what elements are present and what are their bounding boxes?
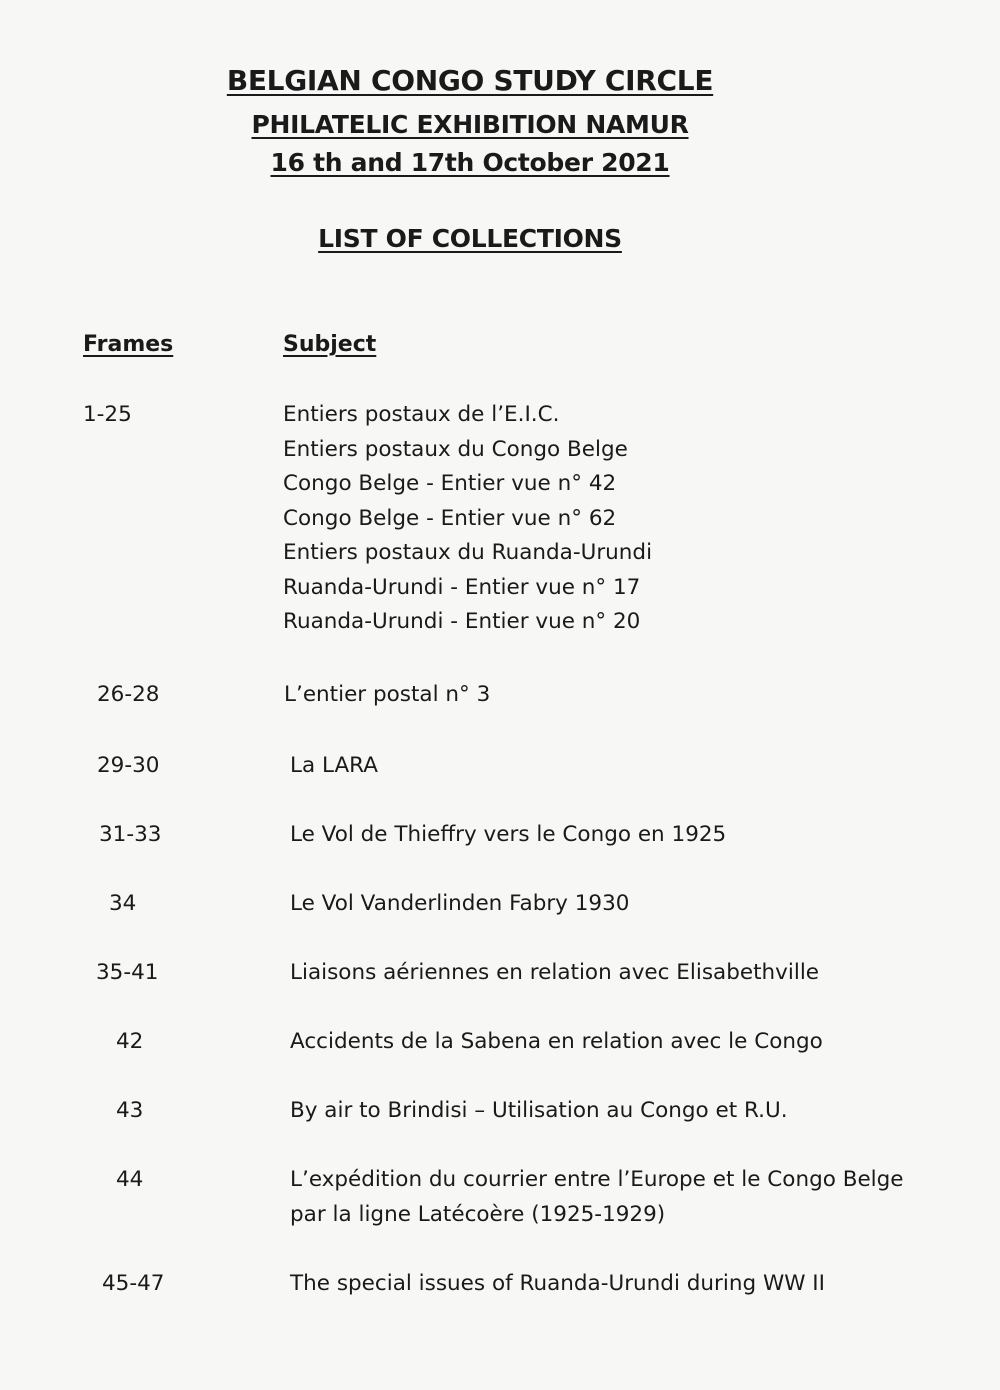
subject-line: Le Vol de Thieffry vers le Congo en 1925	[290, 822, 727, 847]
subject-line: Liaisons aériennes en relation avec Elisabethville	[290, 960, 820, 985]
subject-line: Ruanda-Urundi - Entier vue n° 17	[283, 574, 641, 600]
subject-line: Entiers postaux du Ruanda-Urundi	[283, 540, 653, 565]
subject-value	[290, 887, 629, 922]
subject-line: The special issues of Ruanda-Urundi during WW II	[290, 1271, 825, 1296]
subject-line: Le Vol Vanderlinden Fabry 1930	[290, 891, 630, 916]
frames-column-header: Frames	[83, 332, 174, 357]
subject-line: La LARA	[290, 753, 378, 778]
subject-value	[290, 1163, 904, 1232]
event-dates: 16 th and 17th October 2021	[270, 148, 670, 177]
subject-line: Ruanda-Urundi - Entier vue n° 20	[283, 609, 641, 634]
subject-value	[284, 678, 490, 713]
frames-value: 44	[116, 1167, 144, 1192]
subject-line: Entiers postaux du Congo Belge	[283, 436, 628, 462]
subject-value	[290, 749, 378, 784]
frames-value: 31-33	[99, 822, 162, 847]
frames-value: 1-25	[83, 402, 132, 427]
subject-value	[290, 1267, 825, 1302]
subject-value	[290, 1094, 788, 1129]
org-title: BELGIAN CONGO STUDY CIRCLE	[226, 64, 714, 97]
subject-line: Entiers postaux de l’E.I.C.	[283, 402, 560, 427]
frames-value: 26-28	[97, 682, 160, 707]
subject-column-header: Subject	[283, 332, 377, 357]
frames-value: 35-41	[96, 960, 159, 985]
subject-line: Congo Belge - Entier vue n° 62	[283, 505, 617, 531]
subject-value	[290, 1025, 823, 1060]
subject-value	[283, 398, 652, 640]
subject-value	[290, 818, 726, 853]
subject-line: Congo Belge - Entier vue n° 42	[283, 471, 617, 496]
subject-line: L’entier postal n° 3	[284, 682, 491, 707]
list-title: LIST OF COLLECTIONS	[318, 224, 622, 253]
subject-line: L’expédition du courrier entre l’Europe et le Congo Belge	[290, 1167, 904, 1192]
frames-value: 43	[116, 1098, 144, 1123]
frames-value: 29-30	[97, 753, 160, 778]
subject-line: par la ligne Latécoère (1925-1929)	[290, 1201, 666, 1227]
event-title: PHILATELIC EXHIBITION NAMUR	[251, 110, 689, 139]
frames-value: 34	[109, 891, 137, 916]
subject-line: Accidents de la Sabena en relation avec le Congo	[290, 1029, 823, 1054]
subject-line: By air to Brindisi – Utilisation au Congo et R.U.	[290, 1098, 788, 1123]
frames-value: 45-47	[102, 1271, 165, 1296]
subject-value	[290, 956, 819, 991]
frames-value: 42	[116, 1029, 144, 1054]
